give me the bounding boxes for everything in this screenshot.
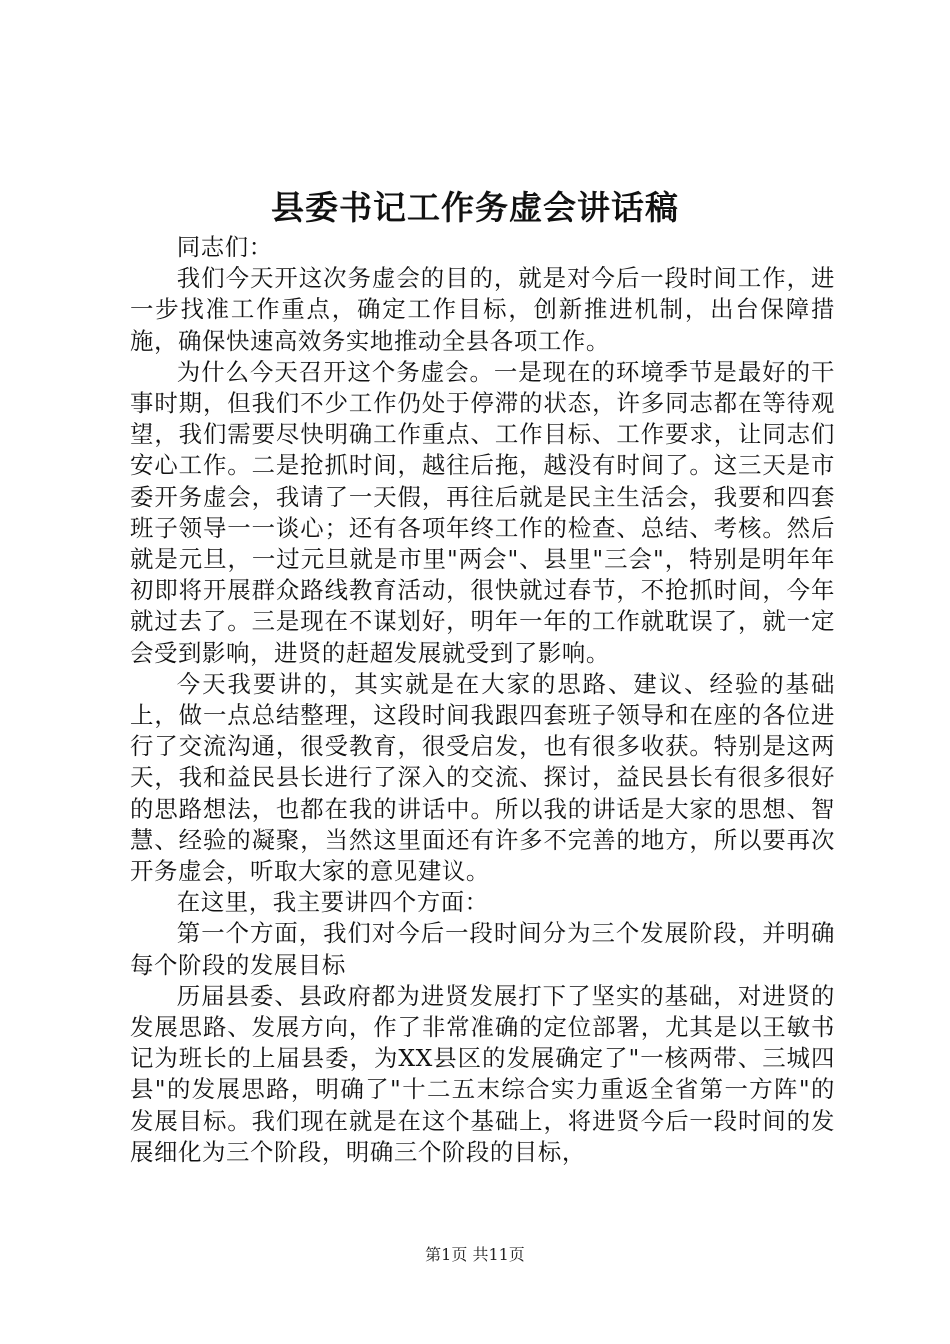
paragraph-2: 为什么今天召开这个务虚会。一是现在的环境季节是最好的干事时期，但我们不少工作仍处于停滞的状态，许多同志都在等待观望，我们需要尽快明确工作重点、工作目标、工作要求，让同志们安心工作。二是抢抓时间，越往后拖，越没有时间了。这三天是市委开务虚会，我请了一天假，再往后就是民主生活会，我要和四套班子领导一一谈心；还有各项年终工作的检查、总结、考核。然后就是元旦，一过元旦就是市里"两会"、县里"三会"，特别是明年年初即将开展群众路线教育活动，很快就过春节，不抢抓时间，今年就过去了。三是现在不谋划好，明年一年的工作就耽误了，就一定会受到影响，进贤的赶超发展就受到了影响。: [130, 357, 835, 667]
salutation: 同志们：: [176, 233, 273, 261]
document-body: [130, 232, 835, 1168]
document-title: 县委书记工作务虚会讲话稿: [271, 188, 679, 227]
paragraph-6: 历届县委、县政府都为进贤发展打下了坚实的基础，对进贤的发展思路、发展方向，作了非常准确的定位部署，尤其是以王敏书记为班长的上届县委，为XX县区的发展确定了"一核两带、三城四县"的发展思路，明确了"十二五末综合实力重返全省第一方阵"的发展目标。我们现在就是在这个基础上，将进贤今后一段时间的发展细化为三个阶段，明确三个阶段的目标，: [130, 981, 835, 1166]
page-footer: 第1页 共11页: [425, 1245, 525, 1264]
paragraph-4: 在这里，我主要讲四个方面：: [176, 888, 489, 917]
paragraph-3: 今天我要讲的，其实就是在大家的思路、建议、经验的基础上，做一点总结整理，这段时间我跟四套班子领导和在座的各位进行了交流沟通，很受教育，很受启发，也有很多收获。特别是这两天，我和益民县长进行了深入的交流、探讨，益民县长有很多很好的思路想法，也都在我的讲话中。所以我的讲话是大家的思想、智慧、经验的凝聚，当然这里面还有许多不完善的地方，所以要再次开务虚会，听取大家的意见建议。: [130, 669, 835, 886]
paragraph-1: 我们今天开这次务虚会的目的，就是对今后一段时间工作，进一步找准工作重点，确定工作目标，创新推进机制，出台保障措施，确保快速高效务实地推动全县各项工作。: [130, 264, 835, 355]
paragraph-5: 第一个方面，我们对今后一段时间分为三个发展阶段，并明确每个阶段的发展目标: [130, 919, 835, 979]
